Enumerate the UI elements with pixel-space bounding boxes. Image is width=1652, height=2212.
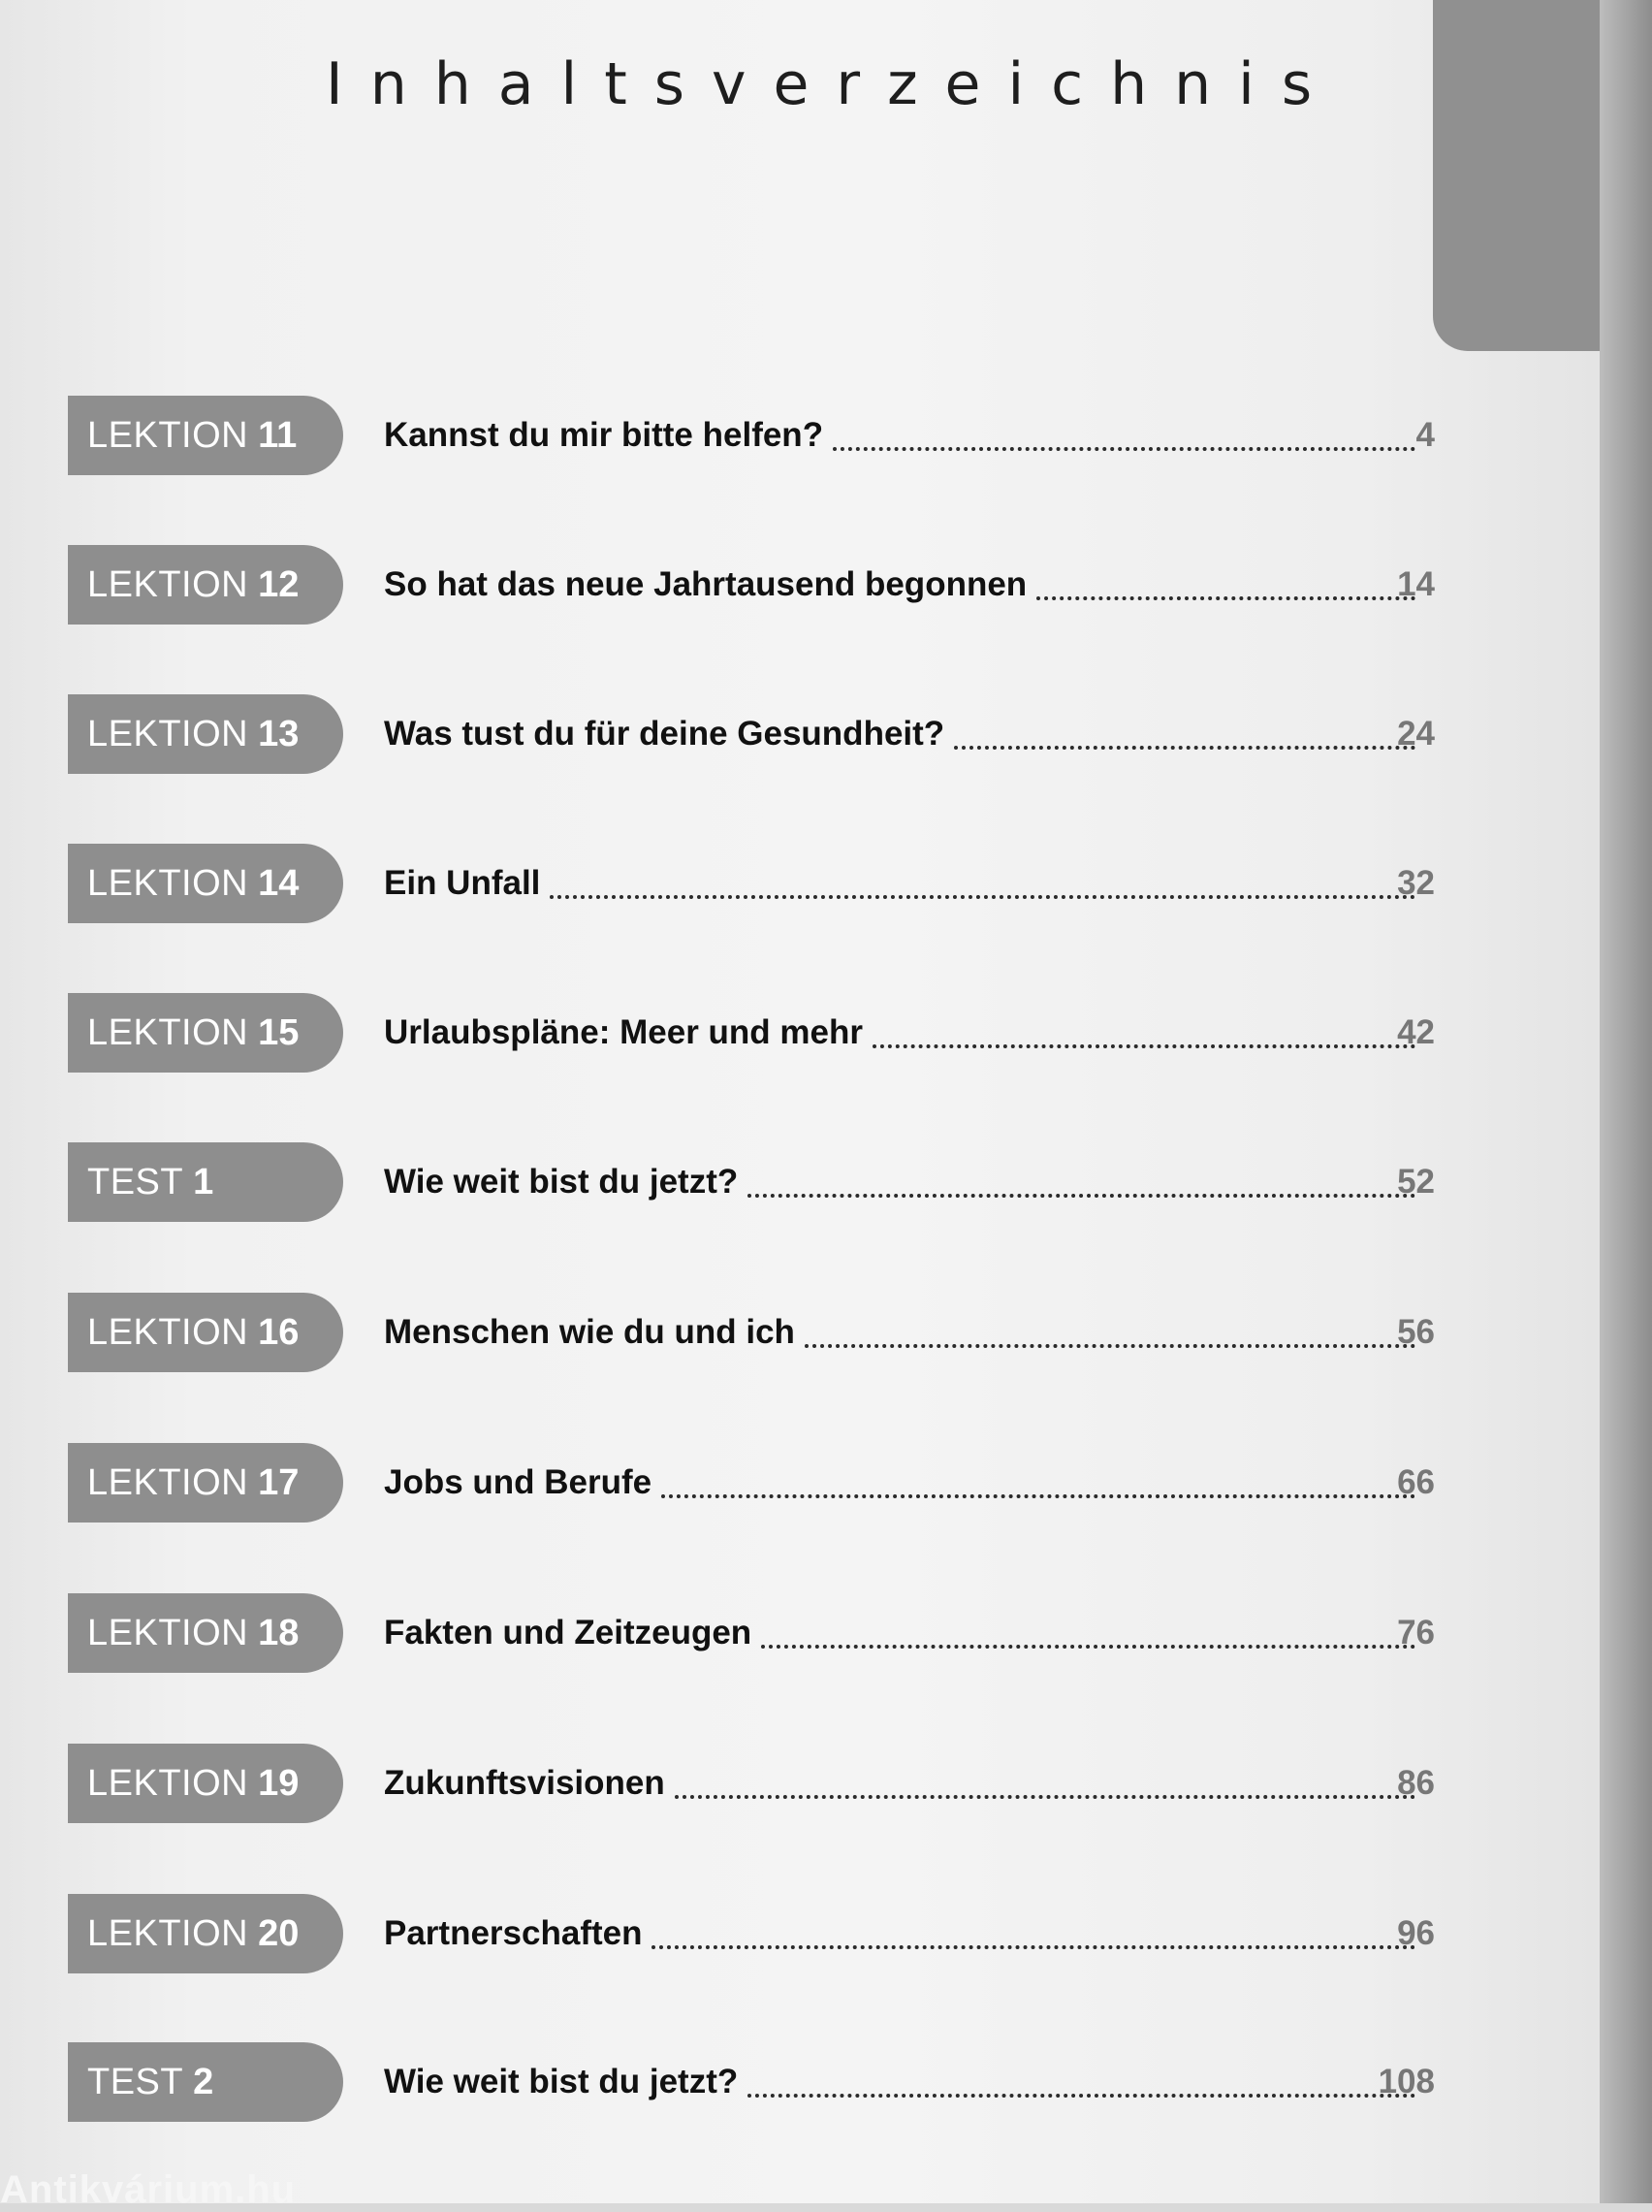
toc-line xyxy=(384,1744,1425,1823)
toc-line xyxy=(384,993,1425,1073)
dot-leader xyxy=(747,1194,1415,1198)
label-word: LEKTION xyxy=(87,1011,249,1053)
label-word: LEKTION xyxy=(87,1461,249,1503)
lesson-label xyxy=(68,396,343,475)
entry-title: Kannst du mir bitte helfen? xyxy=(384,416,824,454)
toc-line xyxy=(384,1443,1425,1523)
dot-leader xyxy=(954,746,1415,750)
label-word: LEKTION xyxy=(87,414,249,456)
label-number: 19 xyxy=(258,1762,300,1804)
lesson-label xyxy=(68,1744,343,1823)
page-edge-shadow xyxy=(1600,0,1652,2203)
lesson-label xyxy=(68,844,343,923)
label-word: LEKTION xyxy=(87,862,249,904)
toc-entry[interactable] xyxy=(0,1443,1600,1523)
label-number: 18 xyxy=(258,1612,300,1653)
entry-title: Urlaubspläne: Meer und mehr xyxy=(384,1013,863,1051)
entry-title: Wie weit bist du jetzt? xyxy=(384,2063,739,2100)
label-word: LEKTION xyxy=(87,1762,249,1804)
entry-title: Fakten und Zeitzeugen xyxy=(384,1614,752,1651)
dot-leader xyxy=(550,895,1415,899)
toc-entry[interactable] xyxy=(0,1142,1600,1222)
toc-line xyxy=(384,1142,1425,1222)
page-number: 52 xyxy=(1397,1163,1435,1201)
toc-line xyxy=(384,844,1425,923)
label-number: 1 xyxy=(193,1161,214,1202)
label-word: LEKTION xyxy=(87,563,249,605)
lesson-label xyxy=(68,694,343,774)
label-number: 16 xyxy=(258,1311,300,1353)
lesson-label xyxy=(68,545,343,625)
label-number: 14 xyxy=(258,862,300,904)
dot-leader xyxy=(651,1945,1415,1949)
toc-line xyxy=(384,1593,1425,1673)
dot-leader xyxy=(873,1044,1415,1048)
toc-line xyxy=(384,1293,1425,1372)
toc-entry[interactable] xyxy=(0,2042,1600,2122)
test-label xyxy=(68,1142,343,1222)
entry-title: Partnerschaften xyxy=(384,1914,643,1952)
label-number: 17 xyxy=(258,1461,300,1503)
page-number: 56 xyxy=(1397,1313,1435,1351)
toc-entry[interactable] xyxy=(0,1744,1600,1823)
entry-title: Was tust du für deine Gesundheit? xyxy=(384,715,945,753)
label-word: LEKTION xyxy=(87,1612,249,1653)
page-number: 4 xyxy=(1415,416,1435,454)
toc-line xyxy=(384,694,1425,774)
lesson-label xyxy=(68,993,343,1073)
watermark: Antikvárium.hu xyxy=(0,2168,297,2211)
page-number: 14 xyxy=(1397,565,1435,603)
label-number: 20 xyxy=(258,1912,300,1954)
toc-line xyxy=(384,2042,1425,2122)
lesson-label xyxy=(68,1293,343,1372)
toc-line xyxy=(384,545,1425,625)
page-number: 32 xyxy=(1397,864,1435,902)
label-number: 12 xyxy=(258,563,300,605)
page-number: 86 xyxy=(1397,1764,1435,1802)
label-number: 13 xyxy=(258,713,300,754)
toc-entry[interactable] xyxy=(0,396,1600,475)
lesson-label xyxy=(68,1894,343,1973)
label-word: LEKTION xyxy=(87,713,249,754)
dot-leader xyxy=(661,1494,1415,1498)
page-number: 108 xyxy=(1378,2063,1435,2100)
toc-line xyxy=(384,396,1425,475)
dot-leader xyxy=(805,1344,1415,1348)
dot-leader xyxy=(761,1645,1415,1649)
toc-entry[interactable] xyxy=(0,993,1600,1073)
page-number: 42 xyxy=(1397,1013,1435,1051)
lesson-label xyxy=(68,1443,343,1523)
label-number: 2 xyxy=(193,2061,214,2102)
label-word: LEKTION xyxy=(87,1311,249,1353)
toc-entry[interactable] xyxy=(0,1293,1600,1372)
toc-entry[interactable] xyxy=(0,1894,1600,1973)
test-label xyxy=(68,2042,343,2122)
entry-title: Wie weit bist du jetzt? xyxy=(384,1163,739,1201)
toc-entry[interactable] xyxy=(0,694,1600,774)
label-word: TEST xyxy=(87,2061,184,2102)
entry-title: Ein Unfall xyxy=(384,864,541,902)
label-word: TEST xyxy=(87,1161,184,1202)
dot-leader xyxy=(833,447,1415,451)
page-title: Inhaltsverzeichnis xyxy=(326,50,1340,118)
toc-entry[interactable] xyxy=(0,1593,1600,1673)
entry-title: Menschen wie du und ich xyxy=(384,1313,795,1351)
label-word: LEKTION xyxy=(87,1912,249,1954)
lesson-label xyxy=(68,1593,343,1673)
entry-title: Jobs und Berufe xyxy=(384,1463,652,1501)
page-number: 24 xyxy=(1397,715,1435,753)
label-number: 11 xyxy=(258,414,298,456)
toc-line xyxy=(384,1894,1425,1973)
page-number: 76 xyxy=(1397,1614,1435,1651)
entry-title: Zukunftsvisionen xyxy=(384,1764,665,1802)
page-number: 96 xyxy=(1397,1914,1435,1952)
dot-leader xyxy=(747,2094,1415,2098)
entry-title: So hat das neue Jahrtausend begonnen xyxy=(384,565,1028,603)
page-number: 66 xyxy=(1397,1463,1435,1501)
toc-entry[interactable] xyxy=(0,545,1600,625)
dot-leader xyxy=(675,1795,1415,1799)
toc-entry[interactable] xyxy=(0,844,1600,923)
label-number: 15 xyxy=(258,1011,300,1053)
